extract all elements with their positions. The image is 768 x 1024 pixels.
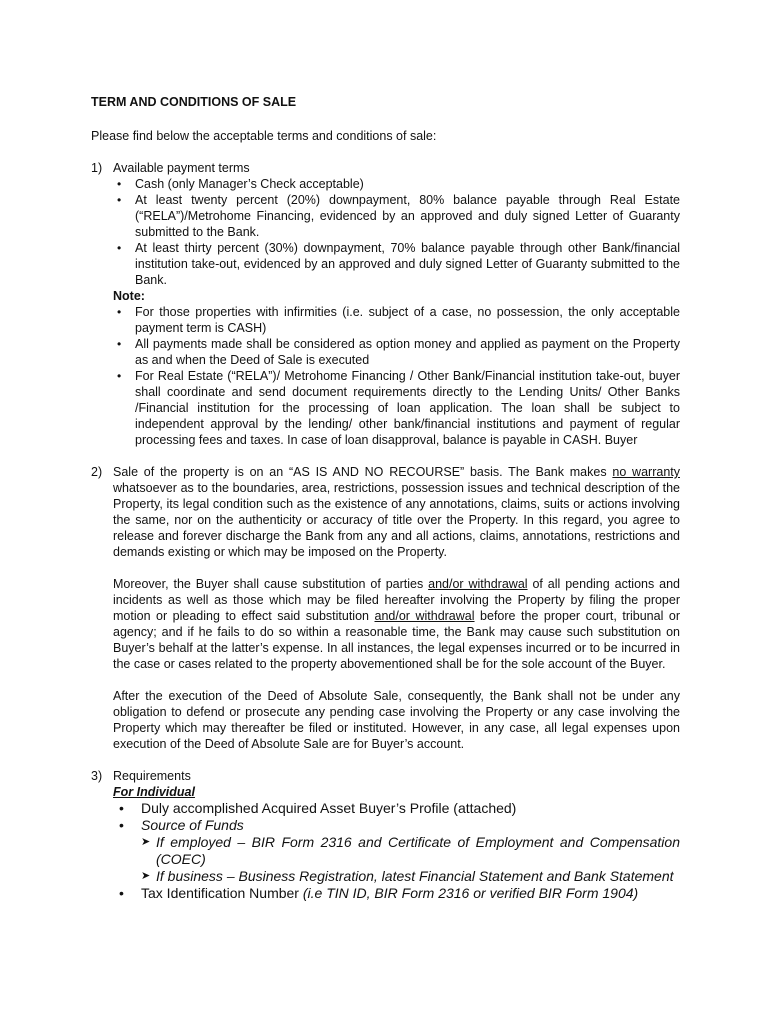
section-payment-terms: [91, 160, 680, 448]
document-title: TERM AND CONDITIONS OF SALE: [91, 95, 297, 109]
section-body: [113, 768, 680, 902]
section-number: 1): [91, 161, 103, 175]
underlined-text: and/or withdrawal: [374, 609, 475, 623]
source-of-funds-list: [141, 834, 680, 885]
underlined-text: and/or withdrawal: [428, 577, 528, 591]
list-item: • Source of Funds ➤ If employed – BIR Form 2316 and Certificate of Employment and Compensation (COEC) ➤ If business – Business Registration, latest Financial Statement and Bank Statement: [113, 817, 680, 885]
list-item: • For Real Estate (“RELA”)/ Metrohome Financing / Other Bank/Financial institution take-out, buyer shall coordinate and send document requirements directly to the Lending Units/ Other Banks /Financial institution for the processing of loan application. The loan shall be subject to independent approval by the lending/ other bank/financial institutions and payment of regular processing fees and taxes. In case of loan disapproval, balance is payable in CASH. Buyer: [113, 368, 680, 448]
list-item: ➤ If employed – BIR Form 2316 and Certificate of Employment and Compensation (COEC): [141, 834, 680, 868]
intro-text: Please find below the acceptable terms and conditions of sale:: [91, 129, 437, 143]
list-item: • For those properties with infirmities (i.e. subject of a case, no possession, the only acceptable payment term is CASH): [113, 304, 680, 336]
list-item: • Cash (only Manager’s Check acceptable): [113, 176, 680, 192]
list-item: ➤ If business – Business Registration, latest Financial Statement and Bank Statement: [141, 868, 680, 885]
note-label: Note:: [113, 289, 145, 303]
section-requirements: [91, 768, 680, 902]
section-body: [113, 160, 680, 448]
section-number: 2): [91, 465, 103, 479]
underlined-text: no warranty: [612, 465, 680, 479]
section-heading: Available payment terms: [113, 161, 250, 175]
section-body: [113, 464, 680, 752]
payment-terms-list: [113, 176, 680, 288]
subheading: For Individual: [113, 785, 195, 799]
notes-list: [113, 304, 680, 448]
paragraph: Moreover, the Buyer shall cause substitution of parties and/or withdrawal of all pending actions and incidents as well as those which may be filed hereafter involving the Property by filing the proper motion or pleading to effect said substitution and/or withdrawal before the proper court, tribunal or agency; and if he fails to do so within a reasonable time, the Bank may cause such substitution on Buyer’s behalf at the latter’s expense. In all instances, the legal expenses incurred or to be incurred in the case or cases related to the property abovementioned shall be for the sole account of the Buyer.: [113, 577, 680, 671]
list-item: • Duly accomplished Acquired Asset Buyer’s Profile (attached): [113, 800, 680, 817]
list-item: • At least twenty percent (20%) downpayment, 80% balance payable through Real Estate (“RELA”)/Metrohome Financing, evidenced by an approved and duly signed Letter of Guaranty submitted to the Bank.: [113, 192, 680, 240]
section-heading: Requirements: [113, 769, 191, 783]
section-as-is-sale: [91, 464, 680, 752]
list-item: • Tax Identification Number (i.e TIN ID, BIR Form 2316 or verified BIR Form 1904): [113, 885, 680, 902]
requirements-list: [113, 800, 680, 902]
section-number: 3): [91, 769, 103, 783]
paragraph: After the execution of the Deed of Absolute Sale, consequently, the Bank shall not be under any obligation to defend or prosecute any pending case involving the Property or any case involving the Property which may thereafter be filed or instituted. However, in any case, all legal expenses upon execution of the Deed of Absolute Sale are for Buyer’s account.: [113, 689, 680, 751]
list-item: • All payments made shall be considered as option money and applied as payment on the Property as and when the Deed of Sale is executed: [113, 336, 680, 368]
paragraph: Sale of the property is on an “AS IS AND NO RECOURSE” basis. The Bank makes no warranty whatsoever as to the boundaries, area, restrictions, possession issues and technical description of the Property, its legal condition such as the existence of any annotations, claims, suits or actions involving the same, nor on the authenticity or accuracy of title over the Property. In this regard, you agree to release and forever discharge the Bank from any and all actions, claims, annotations, restrictions and demands existing or which may be imposed on the Property.: [113, 465, 680, 559]
list-item: • At least thirty percent (30%) downpayment, 70% balance payable through other Bank/financial institution take-out, evidenced by an approved and duly signed Letter of Guaranty submitted to the Bank.: [113, 240, 680, 288]
